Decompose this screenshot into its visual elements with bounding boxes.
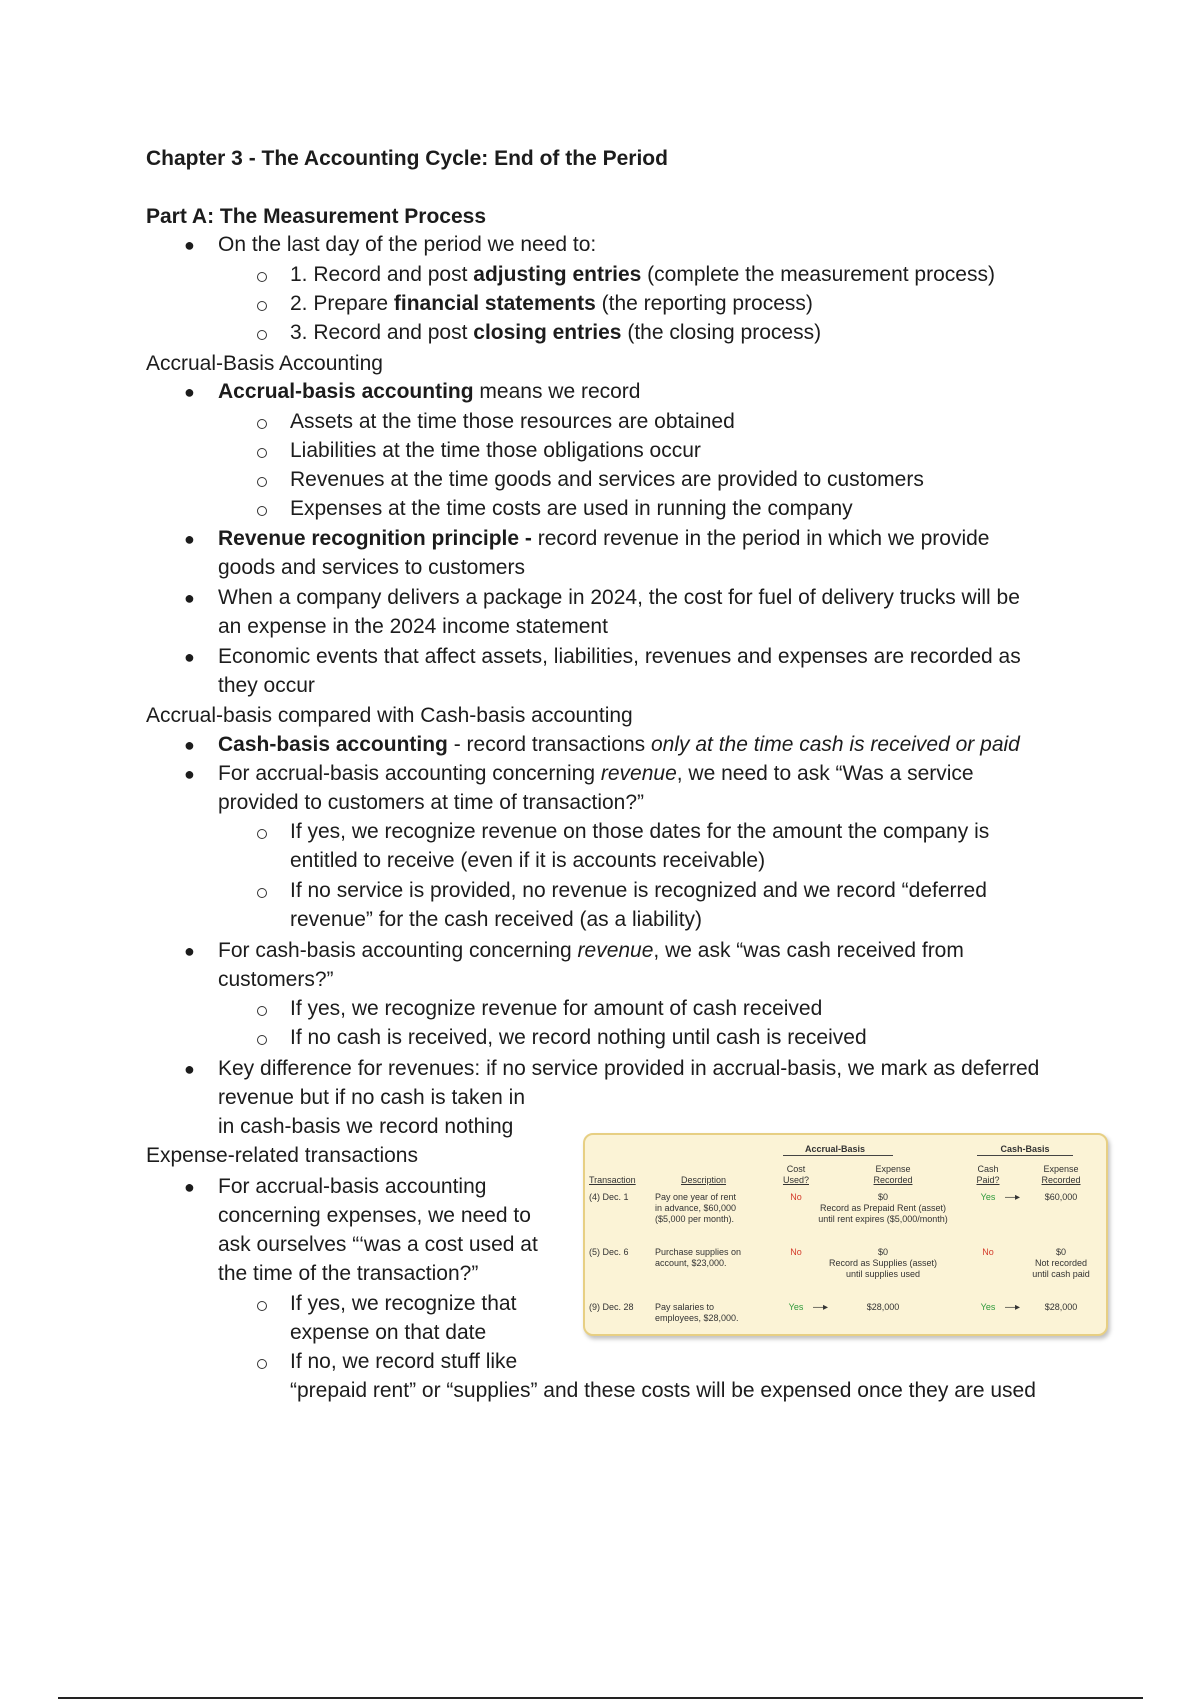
accrual-revenue-question-cont: provided to customers at time of transaction?” [218, 791, 645, 814]
accrual-item: Assets at the time those resources are obtained [290, 410, 735, 433]
expense-accrual-cont: concerning expenses, we need to [218, 1204, 531, 1227]
row-transaction: (5) Dec. 6 [589, 1247, 629, 1257]
accrual-revenue-question: For accrual-basis accounting concerning revenue, we need to ask “Was a service [218, 762, 974, 785]
col-description: Description [681, 1175, 727, 1185]
expense-heading: Expense-related transactions [146, 1144, 418, 1167]
bullet-icon: ● [184, 382, 195, 402]
row-accrual-expense: $0 Record as Supplies (asset) until supplies used [828, 1247, 938, 1279]
revenue-recognition-cont: goods and services to customers [218, 556, 525, 579]
row-cost-used: Yes [788, 1302, 804, 1312]
circle-bullet-icon [257, 1006, 267, 1016]
revenue-recognition: Revenue recognition principle - record revenue in the period in which we provide [218, 527, 990, 550]
expense-accrual-cont: ask ourselves “‘was a cost used at [218, 1233, 538, 1256]
row-description: Pay salaries to employees, $28,000. [655, 1302, 739, 1323]
cash-no: If no cash is received, we record nothing until cash is received [290, 1026, 867, 1049]
bullet-icon: ● [184, 764, 195, 784]
key-difference-cont: in cash-basis we record nothing [218, 1115, 514, 1138]
arrow-right-icon: —▸ [1005, 1192, 1021, 1203]
accrual-yes: If yes, we recognize revenue on those dates for the amount the company is [290, 820, 990, 843]
row-transaction: (9) Dec. 28 [589, 1302, 634, 1312]
accrual-definition: Accrual-basis accounting means we record [218, 380, 641, 403]
economic-events-cont: they occur [218, 674, 315, 697]
circle-bullet-icon [257, 888, 267, 898]
row-cost-used: No [790, 1247, 802, 1257]
cash-basis-definition: Cash-basis accounting - record transactions only at the time cash is received or paid [218, 733, 1020, 756]
accrual-item: Liabilities at the time those obligations occur [290, 439, 701, 462]
cash-yes: If yes, we recognize revenue for amount of cash received [290, 997, 823, 1020]
row-cost-used: No [790, 1192, 802, 1202]
cash-revenue-question: For cash-basis accounting concerning revenue, we ask “was cash received from [218, 939, 964, 962]
bottom-divider [58, 1697, 1143, 1699]
accrual-basis-header: Accrual-Basis [804, 1144, 866, 1154]
arrow-right-icon: —▸ [813, 1302, 829, 1313]
row-cash-expense: $28,000 [1044, 1302, 1078, 1312]
part-a-heading: Part A: The Measurement Process [146, 205, 487, 228]
col-expense-recorded-cash: Expense Recorded [1041, 1164, 1081, 1185]
bullet-icon: ● [184, 735, 195, 755]
circle-bullet-icon [257, 448, 267, 458]
accrual-item: Revenues at the time goods and services are provided to customers [290, 468, 924, 491]
last-day-text: On the last day of the period we need to: [218, 233, 597, 256]
key-difference: Key difference for revenues: if no service provided in accrual-basis, we mark as deferred [218, 1057, 1040, 1080]
circle-bullet-icon [257, 1035, 267, 1045]
header-underline [977, 1155, 1073, 1156]
col-cost-used: Cost Used? [782, 1164, 809, 1185]
arrow-right-icon: —▸ [1005, 1302, 1021, 1313]
circle-bullet-icon [257, 272, 267, 282]
bullet-icon: ● [184, 1059, 195, 1079]
row-transaction: (4) Dec. 1 [589, 1192, 629, 1202]
accrual-item: Expenses at the time costs are used in running the company [290, 497, 853, 520]
key-difference-cont: revenue but if no cash is taken in [218, 1086, 526, 1109]
expense-yes: If yes, we recognize that [290, 1292, 517, 1315]
row-accrual-expense: $0 Record as Prepaid Rent (asset) until rent expires ($5,000/month) [818, 1192, 948, 1224]
row-cash-expense: $60,000 [1044, 1192, 1078, 1202]
col-cash-paid: Cash Paid? [976, 1164, 1000, 1185]
step-1: 1. Record and post adjusting entries (complete the measurement process) [290, 263, 995, 286]
accrual-no-cont: revenue” for the cash received (as a liability) [290, 908, 703, 931]
circle-bullet-icon [257, 419, 267, 429]
step-2: 2. Prepare financial statements (the reporting process) [290, 292, 813, 315]
delivery-example-cont: an expense in the 2024 income statement [218, 615, 608, 638]
row-cash-expense: $0 Not recorded until cash paid [1032, 1247, 1090, 1279]
step-3: 3. Record and post closing entries (the closing process) [290, 321, 822, 344]
row-cash-paid: Yes [980, 1192, 996, 1202]
economic-events: Economic events that affect assets, liabilities, revenues and expenses are recorded as [218, 645, 1021, 668]
circle-bullet-icon [257, 1301, 267, 1311]
circle-bullet-icon [257, 477, 267, 487]
circle-bullet-icon [257, 506, 267, 516]
cash-basis-header: Cash-Basis [1000, 1144, 1050, 1154]
delivery-example: When a company delivers a package in 2024, the cost for fuel of delivery trucks will be [218, 586, 1020, 609]
expense-no: If no, we record stuff like [290, 1350, 518, 1373]
circle-bullet-icon [257, 301, 267, 311]
accrual-heading: Accrual-Basis Accounting [146, 352, 383, 375]
bullet-icon: ● [184, 588, 195, 608]
row-description: Pay one year of rent in advance, $60,000 ($5,000 per month). [655, 1192, 737, 1224]
chapter-title: Chapter 3 - The Accounting Cycle: End of the Period [146, 147, 668, 170]
bullet-icon: ● [184, 1177, 195, 1197]
row-cash-paid: Yes [980, 1302, 996, 1312]
bullet-icon: ● [184, 235, 195, 255]
circle-bullet-icon [257, 829, 267, 839]
header-underline [783, 1155, 893, 1156]
bullet-icon: ● [184, 647, 195, 667]
expense-comparison-table [583, 1133, 1108, 1336]
col-transaction: Transaction [589, 1175, 636, 1185]
row-cash-paid: No [982, 1247, 994, 1257]
bullet-icon: ● [184, 941, 195, 961]
row-description: Purchase supplies on account, $23,000. [655, 1247, 742, 1268]
cash-revenue-question-cont: customers?” [218, 968, 334, 991]
expense-no-cont: “prepaid rent” or “supplies” and these costs will be expensed once they are used [290, 1379, 1036, 1402]
expense-accrual-cont: the time of the transaction?” [218, 1262, 479, 1285]
circle-bullet-icon [257, 1359, 267, 1369]
expense-yes-cont: expense on that date [290, 1321, 487, 1344]
accrual-no: If no service is provided, no revenue is recognized and we record “deferred [290, 879, 987, 902]
row-accrual-expense: $28,000 [866, 1302, 900, 1312]
col-expense-recorded: Expense Recorded [873, 1164, 913, 1185]
expense-accrual: For accrual-basis accounting [218, 1175, 487, 1198]
accrual-yes-cont: entitled to receive (even if it is accounts receivable) [290, 849, 766, 872]
compare-heading: Accrual-basis compared with Cash-basis accounting [146, 704, 633, 727]
circle-bullet-icon [257, 330, 267, 340]
bullet-icon: ● [184, 529, 195, 549]
